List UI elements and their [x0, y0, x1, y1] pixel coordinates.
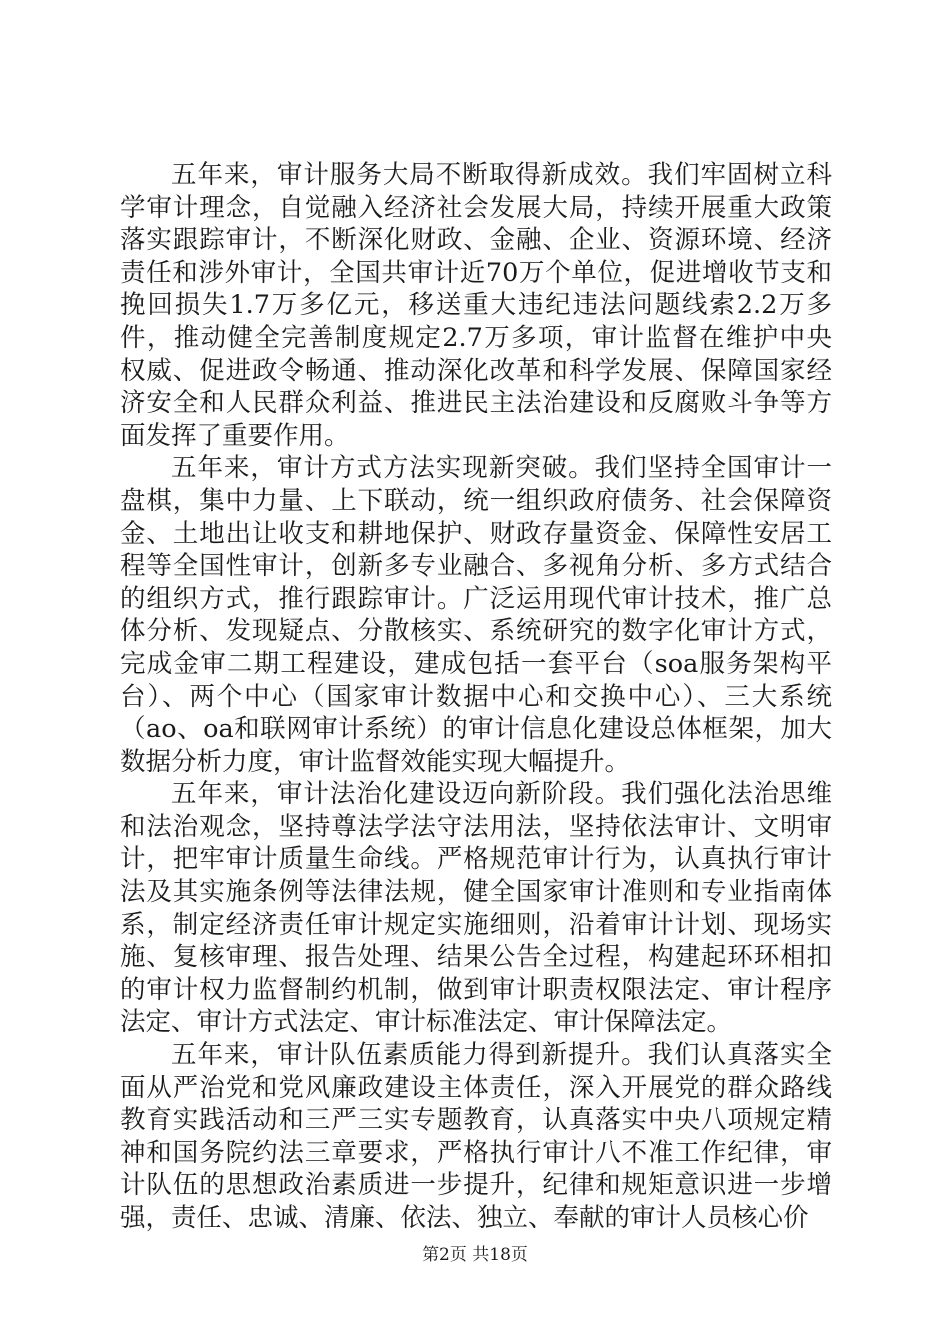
paragraph-line: 权威、促进政令畅通、推动深化改革和科学发展、保障国家经: [120, 355, 832, 386]
paragraph-line: 数据分析力度，审计监督效能实现大幅提升。: [120, 746, 631, 777]
paragraph-line: 学审计理念，自觉融入经济社会发展大局，持续开展重大政策: [120, 192, 832, 223]
paragraph-line: 金、土地出让收支和耕地保护、财政存量资金、保障性安居工: [120, 518, 832, 549]
paragraph-line: 强，责任、忠诚、清廉、依法、独立、奉献的审计人员核心价: [120, 1203, 809, 1233]
paragraph-line: 五年来，审计法治化建设迈向新阶段。我们强化法治思维: [171, 779, 832, 810]
body-text: [120, 159, 832, 1235]
paragraph-line: 法及其实施条例等法律法规，健全国家审计准则和专业指南体: [120, 877, 832, 908]
paragraph-line: 和法治观念，坚持尊法学法守法用法，坚持依法审计、文明审: [120, 811, 832, 842]
paragraph-line: 件，推动健全完善制度规定2.7万多项，审计监督在维护中央: [120, 322, 832, 353]
paragraph-line: 体分析、发现疑点、分散核实、系统研究的数字化审计方式，: [120, 616, 832, 647]
paragraph-line: 计，把牢审计质量生命线。严格规范审计行为，认真执行审计: [120, 844, 832, 875]
paragraph-line: 计队伍的思想政治素质进一步提升，纪律和规矩意识进一步增: [120, 1170, 832, 1201]
paragraph-line: 神和国务院约法三章要求，严格执行审计八不准工作纪律，审: [120, 1137, 832, 1168]
paragraph-line: 挽回损失1.7万多亿元，移送重大违纪违法问题线索2.2万多: [120, 290, 832, 321]
paragraph: [120, 452, 832, 778]
paragraph: [120, 778, 832, 1039]
paragraph-line: 面从严治党和党风廉政建设主体责任，深入开展党的群众路线: [120, 1072, 832, 1103]
paragraph-line: 的审计权力监督制约机制，做到审计职责权限法定、审计程序: [120, 974, 832, 1005]
paragraph: [120, 159, 832, 452]
paragraph-line: 五年来，审计队伍素质能力得到新提升。我们认真落实全: [171, 1040, 832, 1071]
paragraph-line: 施、复核审理、报告处理、结果公告全过程，构建起环环相扣: [120, 942, 832, 973]
paragraph-line: 济安全和人民群众利益、推进民主法治建设和反腐败斗争等方: [120, 388, 832, 419]
paragraph-line: 台）、两个中心（国家审计数据中心和交换中心）、三大系统: [120, 681, 832, 712]
paragraph-line: 完成金审二期工程建设，建成包括一套平台（soa服务架构平: [120, 648, 832, 679]
page-footer: 第2页 共18页: [422, 1245, 528, 1265]
paragraph: [120, 1039, 832, 1235]
paragraph-line: 五年来，审计服务大局不断取得新成效。我们牢固树立科: [171, 160, 832, 190]
paragraph-line: （ao、oa和联网审计系统）的审计信息化建设总体框架，加大: [120, 714, 832, 745]
paragraph-line: 责任和涉外审计，全国共审计近70万个单位，促进增收节支和: [120, 257, 832, 288]
paragraph-line: 教育实践活动和三严三实专题教育，认真落实中央八项规定精: [120, 1105, 832, 1136]
paragraph-line: 面发挥了重要作用。: [120, 420, 350, 451]
paragraph-line: 落实跟踪审计，不断深化财政、金融、企业、资源环境、经济: [120, 225, 832, 256]
paragraph-line: 法定、审计方式法定、审计标准法定、审计保障法定。: [120, 1007, 733, 1038]
paragraph-line: 五年来，审计方式方法实现新突破。我们坚持全国审计一: [171, 453, 832, 484]
paragraph-line: 的组织方式，推行跟踪审计。广泛运用现代审计技术，推广总: [120, 583, 832, 614]
paragraph-line: 盘棋，集中力量、上下联动，统一组织政府债务、社会保障资: [120, 485, 832, 516]
paragraph-line: 程等全国性审计，创新多专业融合、多视角分析、多方式结合: [120, 551, 832, 582]
paragraph-line: 系，制定经济责任审计规定实施细则，沿着审计计划、现场实: [120, 909, 832, 940]
